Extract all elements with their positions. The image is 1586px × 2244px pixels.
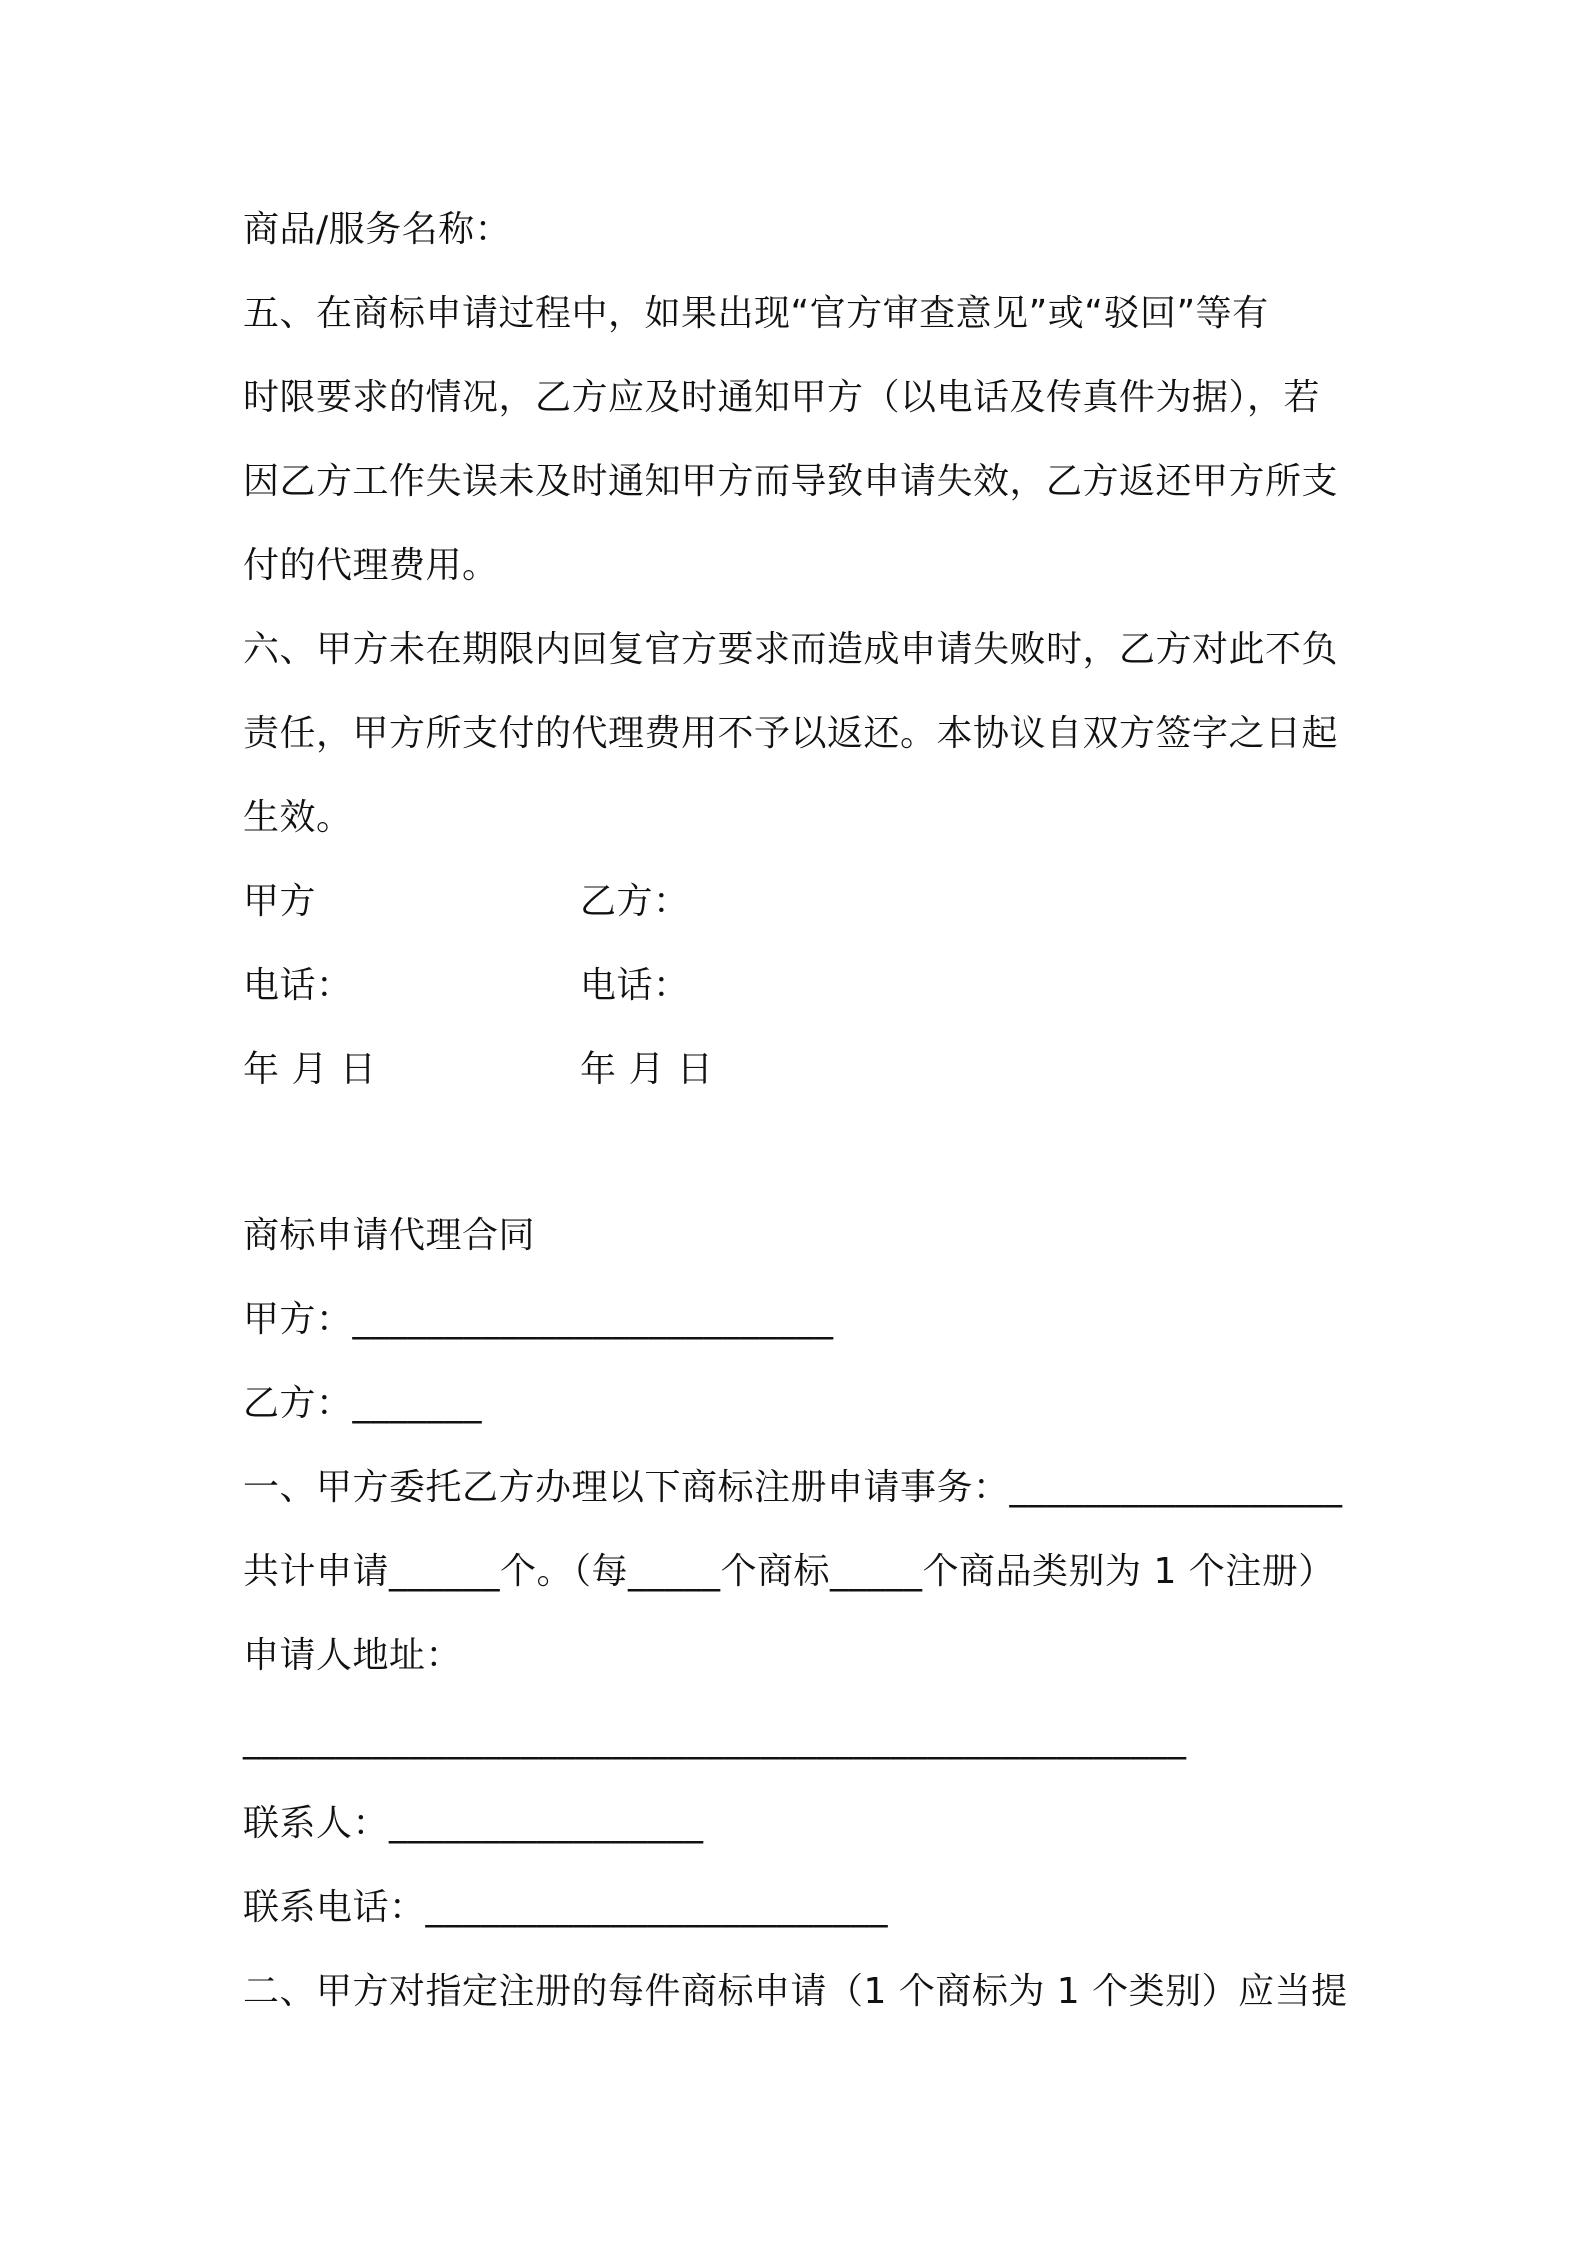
signature-party-a: 甲方 — [243, 881, 317, 922]
clause-6-line-1: 六、甲方未在期限内回复官方要求而造成申请失败时，乙方对此不负 — [243, 629, 1339, 670]
clause-5-line-4: 付的代理费用。 — [243, 545, 499, 586]
clause-1-line-2: 共计申请______个。（每_____个商标_____个商品类别为 1 个注册） — [243, 1551, 1335, 1592]
clause-5-line-2: 时限要求的情况，乙方应及时通知甲方（以电话及传真件为据），若 — [243, 377, 1321, 418]
signature-phone-a: 电话： — [243, 965, 353, 1006]
signature-date-a: 年 月 日 — [243, 1049, 377, 1090]
clause-2-line-1: 二、甲方对指定注册的每件商标申请（1 个商标为 1 个类别）应当提 — [243, 1971, 1348, 2012]
contact-person: 联系人：_________________ — [243, 1803, 704, 1844]
applicant-address-blank: ___________________________________________________ — [243, 1719, 1187, 1760]
signature-date-b: 年 月 日 — [580, 1049, 714, 1090]
goods-service-name-label: 商品/服务名称： — [243, 209, 512, 250]
contact-phone: 联系电话：_________________________ — [243, 1887, 889, 1928]
clause-6-line-3: 生效。 — [243, 797, 353, 838]
contract-title: 商标申请代理合同 — [243, 1215, 536, 1256]
clause-6-line-2: 责任，甲方所支付的代理费用不予以返还。本协议自双方签字之日起 — [243, 713, 1339, 754]
clause-1-line-1: 一、甲方委托乙方办理以下商标注册申请事务：__________________ — [243, 1467, 1343, 1508]
signature-phone-b: 电话： — [580, 965, 690, 1006]
signature-party-b: 乙方： — [580, 881, 690, 922]
contract-party-b: 乙方：_______ — [243, 1383, 483, 1424]
contract-party-a: 甲方：__________________________ — [243, 1299, 834, 1340]
clause-5-line-3: 因乙方工作失误未及时通知甲方而导致申请失效，乙方返还甲方所支 — [243, 461, 1339, 502]
applicant-address-label: 申请人地址： — [243, 1635, 463, 1676]
clause-5-line-1: 五、在商标申请过程中，如果出现“官方审查意见”或“驳回”等有 — [243, 293, 1269, 334]
